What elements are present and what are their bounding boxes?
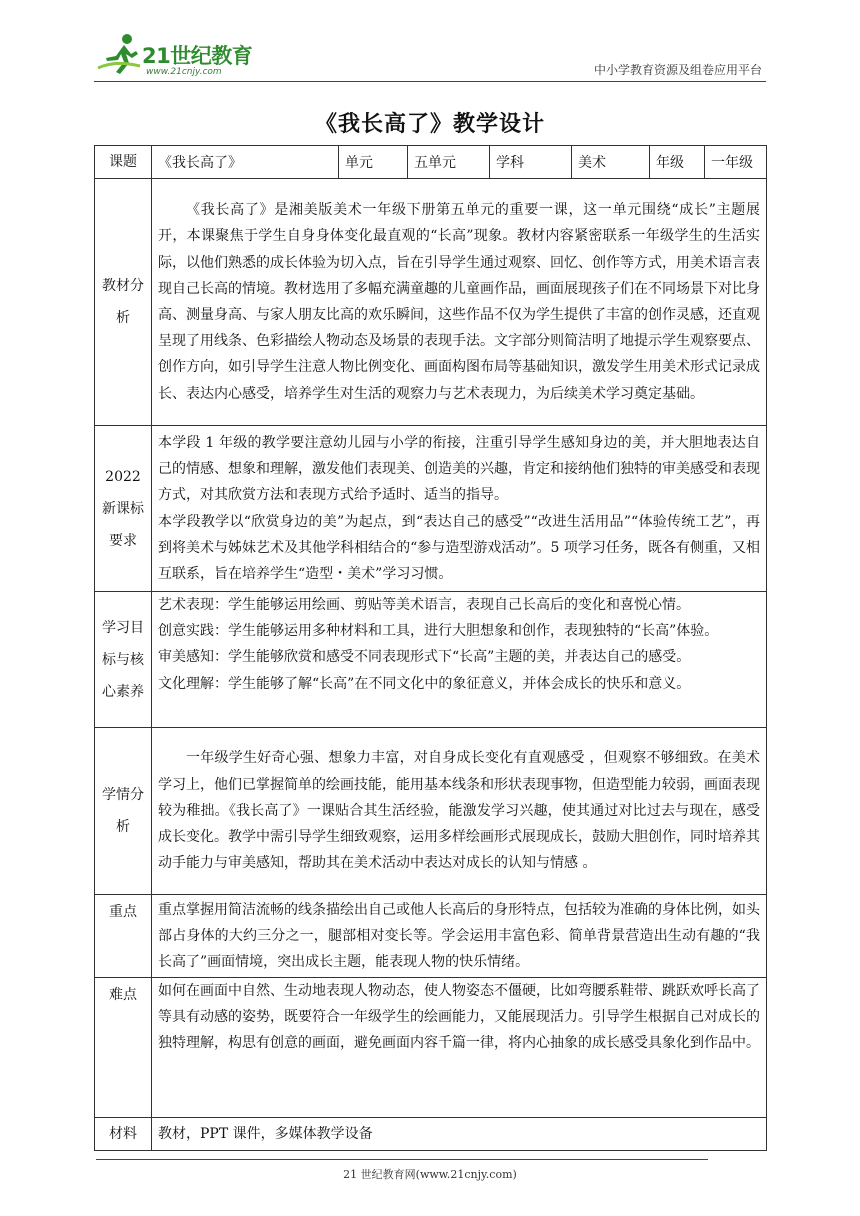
students-row	[95, 728, 767, 895]
course-label: 课题	[95, 146, 152, 179]
grade-label: 年级	[650, 146, 705, 179]
standards-content	[152, 426, 767, 592]
goal-item: 创意实践：学生能够运用多种材料和工具，进行大胆想象和创作，表现独特的“长高”体验。	[158, 623, 719, 640]
document-title: 《我长高了》教学设计	[314, 111, 545, 137]
textbook-analysis-text: 《我长高了》是湘美版美术一年级下册第五单元的重要一课，这一单元围绕“成长”主题展开，本课聚焦于学生自身身体变化最直观的“长高”现象。教材内容紧密联系一年级学生的生活实际，以他们熟悉的成长体验为切入点，旨在引导学生通过观察、回忆、创作等方式，用美术语言表现自己长高的情境。教材选用了多幅充满童趣的儿童画作品，画面展现孩子们在不同场景下对比身高、测量身高、与家人朋友比高的欢乐瞬间，这些作品不仅为学生提供了丰富的创作灵感，还直观呈现了用线条、色彩描绘人物动态及场景的表现手法。文字部分则简洁明了地提示学生观察要点、创作方向，如引导学生注意人物比例变化、画面构图布局等基础知识，激发学生用美术形式记录成长、表达内心感受，培养学生对生活的观察力与艺术表现力，为后续美术学习奠定基础。	[152, 179, 767, 426]
key-points-row	[95, 895, 767, 978]
goals-content	[152, 592, 767, 728]
students-label: 学情分析	[95, 728, 152, 895]
page-header	[94, 30, 766, 84]
standards-row	[95, 426, 767, 592]
standards-label: 2022新课标要求	[95, 426, 152, 592]
students-text: 一年级学生好奇心强、想象力丰富，对自身成长变化有直观感受 ，但观察不够细致。在美术学习上，他们已掌握简单的绘画技能，能用基本线条和形状表现事物，但造型能力较弱，画面表现较为稚拙。《我长高了》一课贴合其生活经验，能激发学习兴趣，使其通过对比过去与现在，感受成长变化。教学中需引导学生细致观察，运用多样绘画形式展现成长，鼓励大胆创作，同时培养其动手能力与审美感知，帮助其在美术活动中表达对成长的认知与情感 。	[152, 728, 767, 895]
goal-item: 文化理解：学生能够了解“长高”在不同文化中的象征意义，并体会成长的快乐和意义。	[158, 675, 691, 692]
unit-value: 五单元	[408, 146, 490, 179]
difficulties-label: 难点	[95, 978, 152, 1118]
standards-paragraph-1: 本学段 1 年级的教学要注意幼儿园与小学的衔接，注重引导学生感知身边的美，并大胆地表达自己的情感、想象和理解，激发他们表现美、创造美的兴趣，肯定和接纳他们独特的审美感受和表现方式，对其欣赏方法和表现方式给予适时、适当的指导。	[158, 434, 760, 504]
logo-url: www.21cnjy.com	[146, 67, 222, 77]
running-figure-icon	[94, 32, 144, 78]
subject-label: 学科	[490, 146, 572, 179]
course-value: 《我长高了》	[152, 146, 339, 179]
textbook-analysis-row	[95, 179, 767, 426]
materials-label: 材料	[95, 1118, 152, 1151]
goal-item: 审美感知：学生能够欣赏和感受不同表现形式下“长高”主题的美，并表达自己的感受。	[158, 649, 691, 666]
key-points-label: 重点	[95, 895, 152, 978]
unit-label: 单元	[339, 146, 408, 179]
page-footer: 21 世纪教育网(www.21cnjy.com)	[343, 1168, 517, 1181]
standards-paragraph-2: 本学段教学以“欣赏身边的美”为起点，到“表达自己的感受”“改进生活用品”“体验传统工艺”，再到将美术与姊妹艺术及其他学科相结合的“参与造型游戏活动”。5 项学习任务，既各有侧重，又相互联系，旨在培养学生“造型・美术”学习习惯。	[158, 513, 760, 582]
logo	[94, 30, 269, 78]
textbook-analysis-label: 教材分析	[95, 179, 152, 426]
goals-row	[95, 592, 767, 728]
goal-item: 艺术表现：学生能够运用绘画、剪贴等美术语言，表现自己长高后的变化和喜悦心情。	[158, 597, 690, 613]
materials-text: 教材，PPT 课件，多媒体教学设备	[152, 1118, 767, 1151]
header-divider	[94, 81, 766, 82]
subject-value: 美术	[572, 146, 650, 179]
difficulties-text: 如何在画面中自然、生动地表现人物动态，使人物姿态不僵硬，比如弯腰系鞋带、跳跃欢呼长高了等具有动感的姿势，既要符合一年级学生的绘画能力，又能展现活力。引导学生根据自己对成长的独特理解，构思有创意的画面，避免画面内容千篇一律，将内心抽象的成长感受具象化到作品中。	[152, 978, 767, 1118]
key-points-text: 重点掌握用简洁流畅的线条描绘出自己或他人长高后的身形特点，包括较为准确的身体比例，如头部占身体的大约三分之一，腿部相对变长等。学会运用丰富色彩、简单背景营造出生动有趣的“我长高了”画面情境，突出成长主题，能表现人物的快乐情绪。	[152, 895, 767, 978]
info-row	[95, 146, 767, 179]
grade-value: 一年级	[705, 146, 767, 179]
difficulties-row	[95, 978, 767, 1118]
platform-name: 中小学教育资源及组卷应用平台	[593, 63, 762, 77]
logo-text: 21世纪教育	[142, 44, 253, 68]
lesson-plan-table	[94, 145, 767, 1151]
materials-row	[95, 1118, 767, 1151]
goals-label: 学习目标与核心素养	[95, 592, 152, 728]
footer-divider	[96, 1159, 708, 1160]
